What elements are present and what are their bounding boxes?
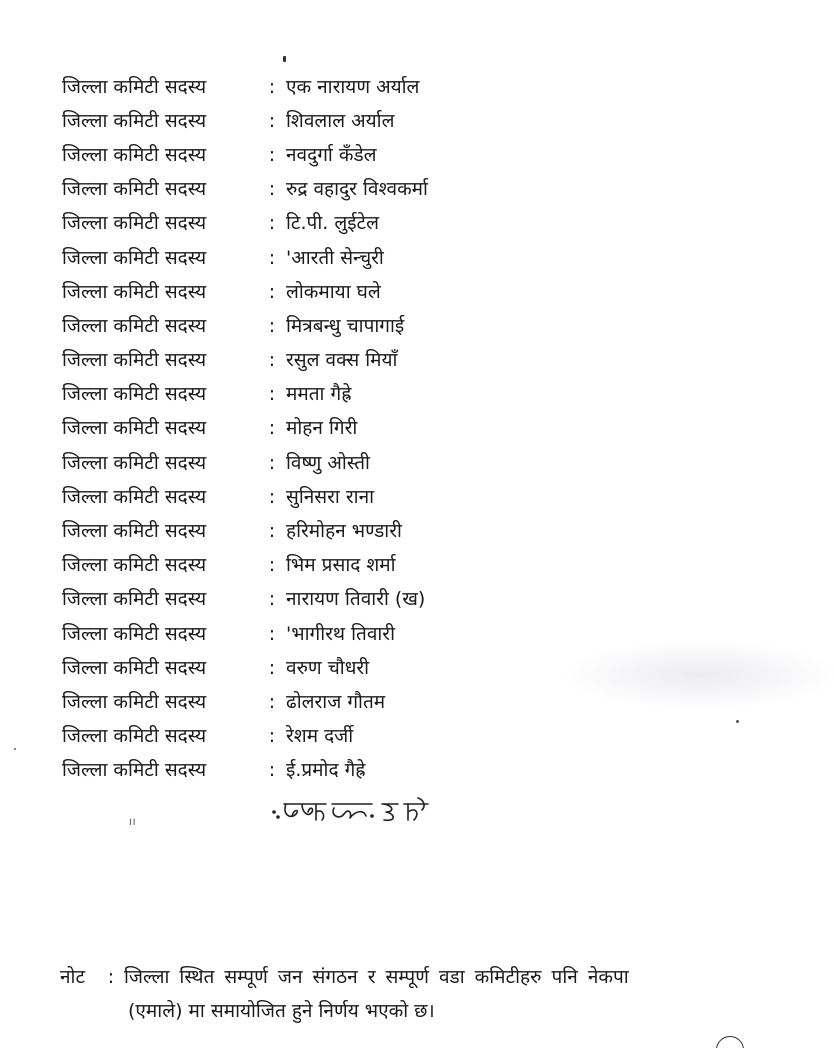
member-separator: : [268,178,276,201]
member-role: जिल्ला कमिटी सदस्य [62,417,207,440]
member-name: मित्रबन्धु चापागाई [286,314,405,337]
member-row [62,412,582,446]
member-row [62,685,582,719]
note-line-1 [60,960,820,994]
member-role: जिल्ला कमिटी सदस्य [62,349,207,372]
note-text-line-2: (एमाले) मा समायोजित हुने निर्णय भएको छ। [128,1000,435,1022]
member-row [62,720,582,754]
member-role: जिल्ला कमिटी सदस्य [62,725,207,748]
member-separator: : [268,690,276,713]
member-separator: : [268,520,276,543]
member-name: विष्णु ओस्ती [286,451,370,474]
member-separator: : [268,485,276,508]
member-name: वरुण चौधरी [286,656,370,679]
member-row [62,514,582,548]
member-list [62,70,582,788]
member-row [62,70,582,104]
member-row [62,104,582,138]
member-role: जिल्ला कमिटी सदस्य [62,383,207,406]
member-separator: : [268,554,276,577]
member-row [62,617,582,651]
member-separator: : [268,451,276,474]
member-separator: : [268,109,276,132]
member-role: जिल्ला कमिटी सदस्य [62,280,207,303]
note-section [60,960,820,1028]
note-label: नोट [60,966,86,988]
member-separator: : [268,143,276,166]
member-row [62,173,582,207]
member-name: ममता गैह्रे [286,383,352,406]
member-role: जिल्ला कमिटी सदस्य [62,75,207,98]
member-separator: : [268,656,276,679]
member-role: जिल्ला कमिटी सदस्य [62,622,207,645]
member-separator: : [268,759,276,782]
scan-smudge [560,640,834,710]
member-separator: : [268,725,276,748]
member-name: रेशम दर्जी [286,725,354,748]
member-name: टि.पी. लुईटेल [286,212,379,235]
member-separator: : [268,314,276,337]
member-row [62,446,582,480]
member-name: रुद्र वहादुर विश्वकर्मा [286,178,428,201]
ink-speck [736,720,739,723]
member-row [62,344,582,378]
member-separator: : [268,349,276,372]
member-name: हरिमोहन भण्डारी [286,520,402,543]
stray-mark: ।। [128,817,136,828]
member-role: जिल्ला कमिटी सदस्य [62,451,207,474]
member-row [62,583,582,617]
member-name: नारायण तिवारी (ख) [286,588,426,611]
member-role: जिल्ला कमिटी सदस्य [62,314,207,337]
member-role: जिल्ला कमिटी सदस्य [62,690,207,713]
member-row [62,549,582,583]
circle-mark [716,1036,744,1048]
member-separator: : [268,417,276,440]
member-row [62,241,582,275]
member-role: जिल्ला कमिटी सदस्य [62,212,207,235]
member-name: 'आरती सेन्चुरी [286,246,384,269]
member-separator: : [268,212,276,235]
member-name: एक नारायण अर्याल [286,75,420,98]
member-role: जिल्ला कमिटी सदस्य [62,143,207,166]
member-role: जिल्ला कमिटी सदस्य [62,656,207,679]
member-separator: : [268,622,276,645]
member-name: नवदुर्गा कँडेल [286,143,377,166]
handwritten-signature [268,790,448,830]
member-name: 'भागीरथ तिवारी [286,622,395,645]
member-name: मोहन गिरी [286,417,358,440]
member-name: सुनिसरा राना [286,485,375,508]
member-row [62,275,582,309]
member-role: जिल्ला कमिटी सदस्य [62,246,207,269]
member-row [62,754,582,788]
member-name: रसुल वक्स मियाँ [286,349,398,372]
member-row [62,651,582,685]
ink-speck [14,748,16,750]
note-separator: : [107,966,115,988]
member-separator: : [268,588,276,611]
ink-tick-mark [283,56,286,62]
member-name: भिम प्रसाद शर्मा [286,554,396,577]
member-separator: : [268,75,276,98]
member-role: जिल्ला कमिटी सदस्य [62,588,207,611]
note-text-line-1: जिल्ला स्थित सम्पूर्ण जन संगठन र सम्पूर्ण वडा कमिटीहरु पनि नेकपा [124,966,629,988]
member-role: जिल्ला कमिटी सदस्य [62,759,207,782]
member-name: ई.प्रमोद गैह्रे [286,759,366,782]
member-role: जिल्ला कमिटी सदस्य [62,485,207,508]
member-separator: : [268,280,276,303]
member-separator: : [268,246,276,269]
member-row [62,378,582,412]
member-row [62,480,582,514]
member-name: ढोलराज गौतम [286,690,386,713]
member-separator: : [268,383,276,406]
member-row [62,309,582,343]
member-row [62,207,582,241]
member-role: जिल्ला कमिटी सदस्य [62,178,207,201]
member-name: शिवलाल अर्याल [286,109,395,132]
member-role: जिल्ला कमिटी सदस्य [62,554,207,577]
member-name: लोकमाया घले [286,280,381,303]
member-role: जिल्ला कमिटी सदस्य [62,520,207,543]
member-role: जिल्ला कमिटी सदस्य [62,109,207,132]
member-row [62,138,582,172]
